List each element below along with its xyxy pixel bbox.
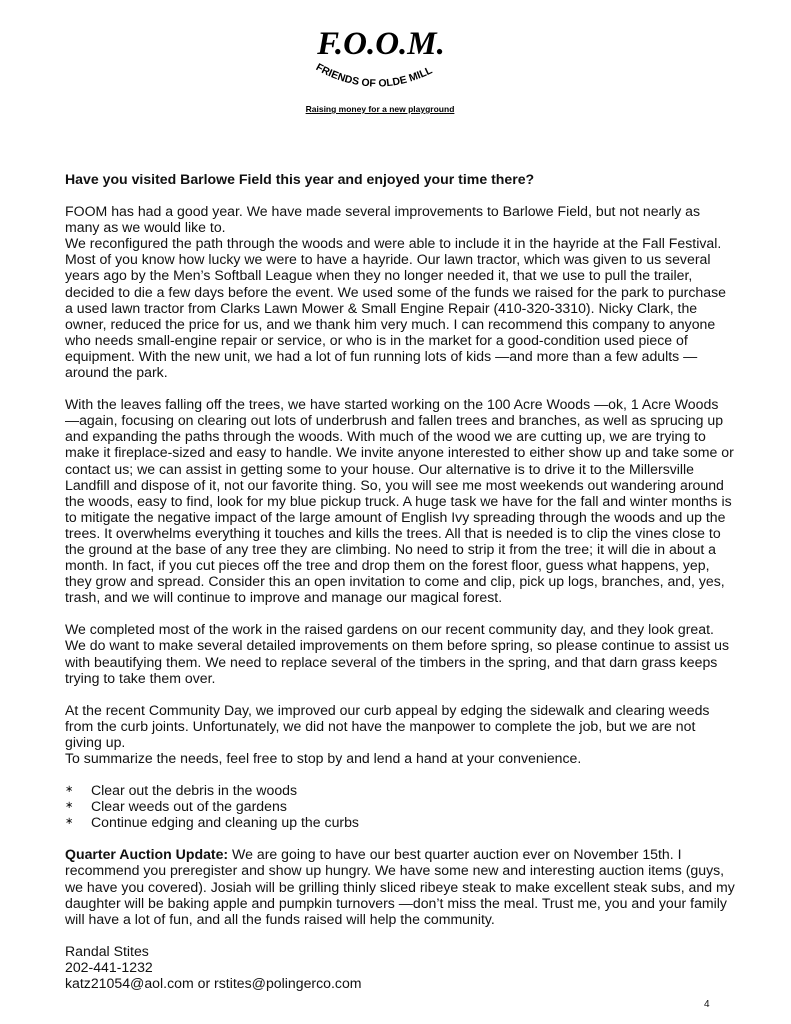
paragraph-curb: At the recent Community Day, we improved our curb appeal by edging the sidewalk and clearing weeds from the curb joints. Unfortunately, we did not have the manpower to complete the job, but we are not giving up.: [65, 701, 710, 750]
paragraph-summary: To summarize the needs, feel free to stop by and lend a hand at your convenience.: [65, 750, 582, 766]
paragraph-hayride: We reconfigured the path through the woods and were able to include it in the hayride at the Fall Festival. Most of you know how lucky we were to have a hayride. Our lawn tractor, which was given to us several years ago by the Men’s Softball League when they no longer needed it, that we use to pull the trailer, decided to die a few days before the event. We used some of the funds we raised for the park to purchase a used lawn tractor from Clarks Lawn Mower & Small Engine Repair (410-320-3310). Nicky Clark, the owner, reduced the price for us, and we thank him very much. I can recommend this company to anyone who needs small-engine repair or service, or who is in the market for a good-condition used piece of equipment. With the new unit, we had a lot of fun running lots of kids —and more than a few adults —around the park.: [65, 235, 726, 381]
logo-title: F.O.O.M.: [317, 26, 445, 62]
list-item: ∗ Clear weeds out of the gardens: [65, 798, 287, 815]
paragraph-intro: FOOM has had a good year. We have made several improvements to Barlowe Field, but not nearly as many as we would like to.: [65, 203, 701, 236]
auction-label: Quarter Auction Update:: [65, 846, 229, 863]
list-item: ∗ Continue edging and cleaning up the curbs: [65, 814, 359, 831]
list-item: ∗ Clear out the debris in the woods: [65, 782, 298, 799]
bullet-icon: ∗: [65, 800, 74, 812]
foom-logo: [296, 22, 466, 122]
signature-phone: 202-441-1232: [65, 958, 153, 975]
paragraph-gardens: We completed most of the work in the raised gardens on our recent community day, and they look great. We do want to make several detailed improvements on them before spring, so please continue to assist us with beautifying them. We need to replace several of the timbers in the spring, and that darn grass keeps trying to take them over.: [65, 621, 730, 686]
logo-tagline: Raising money for a new playground: [305, 104, 455, 114]
bullet-icon: ∗: [65, 816, 74, 828]
article-body: [65, 171, 735, 991]
page-number: 4: [704, 999, 710, 1010]
bullet-icon: ∗: [65, 784, 74, 796]
auction-text: We are going to have our best quarter auction ever on November 15th. I recommend you preregister and show up hungry. We have some new and interesting auction items (guys, we have you covered). Josiah will be grilling thinly sliced ribeye steak to make excellent steak subs, and my daughter will be baking apple and pumpkin turnovers —don’t miss the meal. Trust me, you and your family will have a lot of fun, and all the funds raised will help the community.: [65, 846, 735, 927]
signature-name: Randal Stites: [65, 942, 149, 959]
paragraph-auction: [65, 846, 735, 926]
logo-subtitle-arc: [296, 58, 466, 108]
signature-email: katz21054@aol.com or rstites@polingerco.com: [65, 975, 362, 992]
svg-text:FRIENDS OF OLDE MILL: [314, 61, 435, 89]
needs-list: [65, 782, 735, 830]
logo-subtitle: FRIENDS OF OLDE MILL: [313, 61, 435, 90]
article-heading: Have you visited Barlowe Field this year and enjoyed your time there?: [65, 171, 535, 187]
paragraph-woods: With the leaves falling off the trees, we have started working on the 100 Acre Woods —ok, 1 Acre Woods —again, focusing on clearing out lots of underbrush and fallen trees and branches, as well as sprucing up and expanding the paths through the woods. With much of the wood we are cutting up, we are trying to make it fireplace-sized and easy to handle. We invite anyone interested to either show up and take some or contact us; we can assist in getting some to your house. Our alternative is to drive it to the Millersville Landfill and dispose of it, not our favorite thing. So, you will see me most weekends out wandering around the woods, easy to find, look for my blue pickup truck. A huge task we have for the fall and winter months is to mitigate the negative impact of the large amount of English Ivy spreading through the woods and up the trees. It overwhelms everything it touches and kills the trees. All that is needed is to clip the vines close to the ground at the base of any tree they are climbing. No need to strip it from the tree; it will die in about a month. In fact, if you cut pieces off the tree and drop them on the forest floor, guess what happens, yep, they grow and spread. Consider this an open invitation to come and clip, pick up logs, branches, and, yes, trash, and we will continue to improve and manage our magical forest.: [65, 396, 734, 606]
